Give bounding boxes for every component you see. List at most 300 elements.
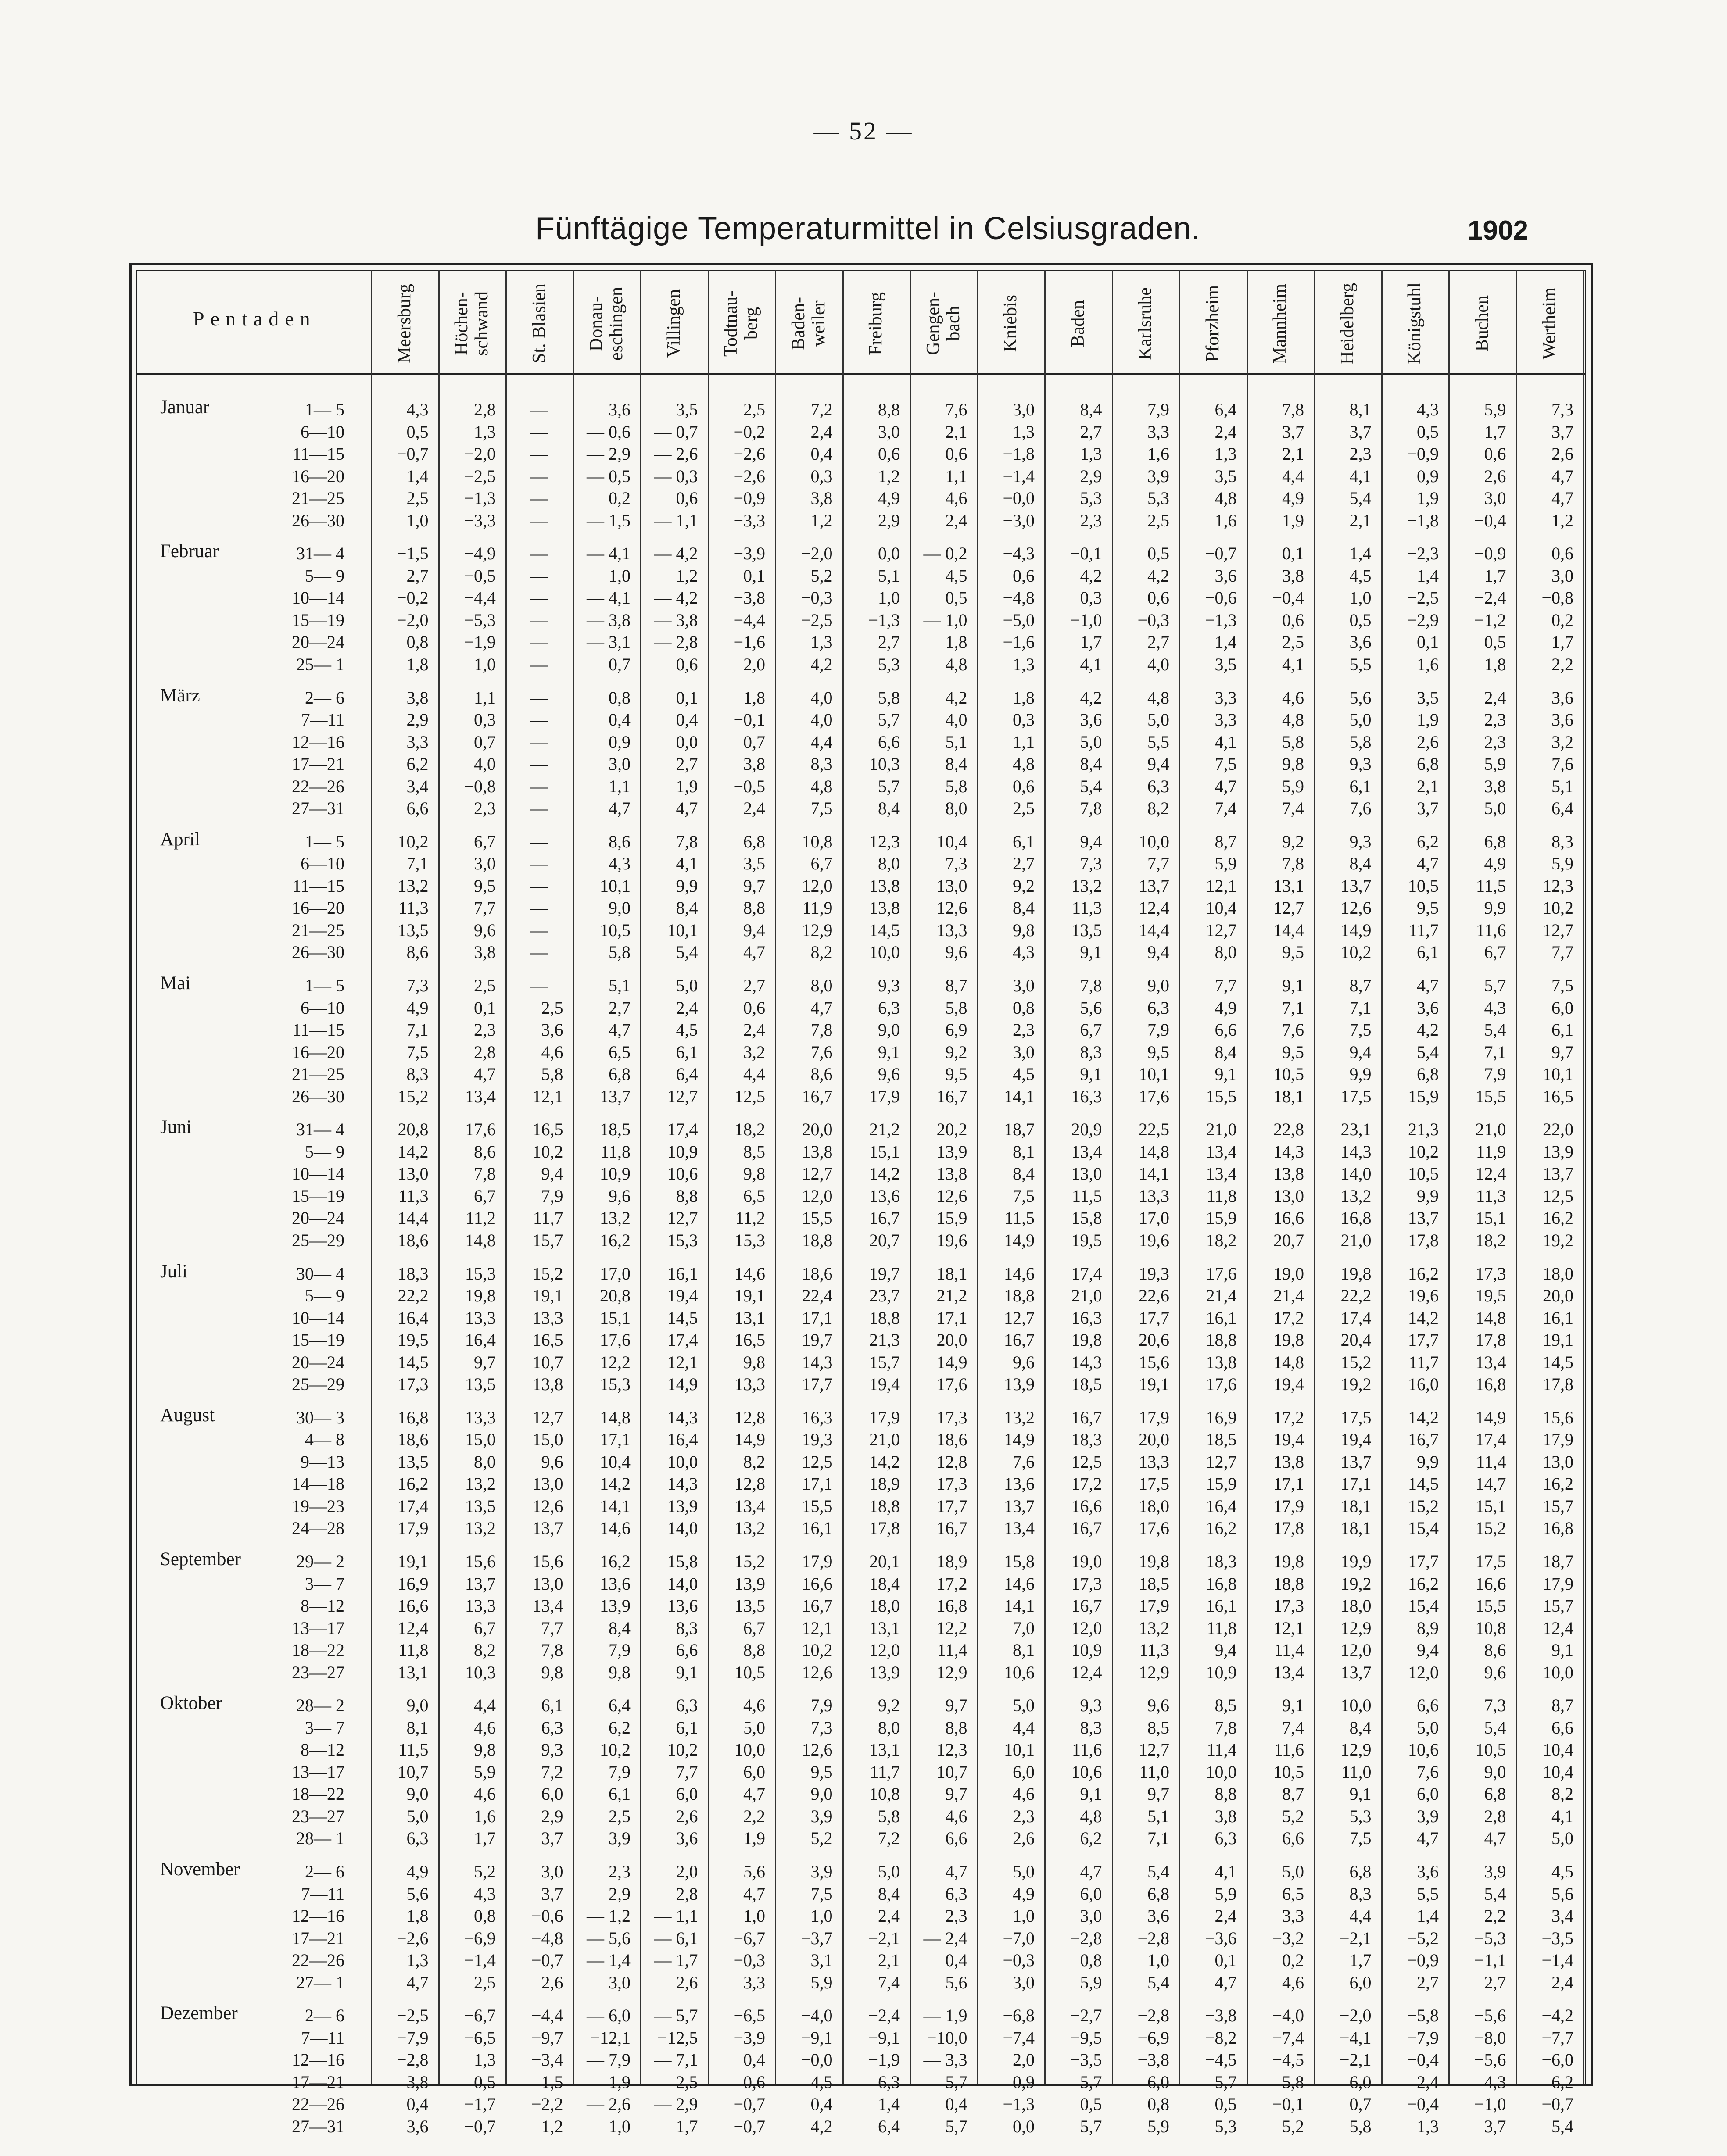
table-cell: 12,5: [1543, 1186, 1573, 1206]
table-cell: 13,3: [1139, 1452, 1169, 1472]
table-cell: 16,1: [667, 1263, 698, 1284]
pentade-label: 20—24: [292, 1208, 344, 1228]
table-cell: 14,6: [735, 1263, 765, 1284]
table-cell: 12,7: [1206, 920, 1237, 940]
table-cell: —: [530, 400, 548, 419]
table-cell: 14,9: [1004, 1230, 1035, 1250]
table-cell: 11,2: [735, 1208, 765, 1228]
table-cell: 1,7: [1080, 632, 1102, 652]
table-cell: −2,7: [1070, 2006, 1102, 2026]
table-cell: 3,1: [810, 1950, 833, 1970]
table-cell: 0,7: [1349, 2094, 1372, 2114]
table-cell: 13,7: [1340, 1662, 1372, 1682]
table-cell: 13,4: [1004, 1518, 1035, 1538]
table-cell: 17,2: [1071, 1474, 1102, 1494]
pentade-label: 21—25: [292, 488, 344, 508]
table-cell: 19,5: [1071, 1230, 1102, 1250]
pentade-label: 10—14: [292, 1164, 344, 1184]
table-cell: — 7,9: [587, 2050, 631, 2070]
table-cell: 19,9: [1340, 1552, 1372, 1571]
table-cell: −1,0: [1070, 610, 1102, 630]
table-cell: 9,5: [474, 876, 496, 896]
pentade-label: 5— 9: [305, 1286, 344, 1305]
pentade-label: 7—11: [301, 710, 344, 729]
table-cell: 17,6: [1206, 1374, 1237, 1394]
table-cell: 18,9: [936, 1552, 967, 1571]
table-cell: 10,9: [1206, 1662, 1237, 1682]
table-cell: 13,2: [600, 1208, 631, 1228]
pentade-label: 10—14: [292, 588, 344, 608]
table-cell: 3,6: [1417, 1862, 1439, 1881]
table-cell: 15,0: [465, 1430, 496, 1450]
table-cell: 13,8: [802, 1141, 833, 1162]
table-cell: 4,8: [945, 654, 967, 674]
table-cell: 3,2: [1551, 732, 1573, 752]
table-cell: 9,6: [945, 942, 967, 962]
table-cell: 5,3: [1147, 488, 1169, 508]
table-cell: 1,0: [810, 1906, 833, 1926]
table-cell: 1,2: [878, 466, 900, 486]
table-cell: −3,5: [1070, 2050, 1102, 2070]
table-cell: 12,7: [532, 1407, 563, 1427]
table-cell: 3,6: [609, 400, 631, 419]
table-cell: — 1,1: [654, 510, 698, 530]
column-header: [842, 276, 910, 371]
table-cell: 1,4: [1417, 1906, 1439, 1926]
table-cell: 2,0: [743, 654, 765, 674]
table-cell: −1,4: [1003, 466, 1035, 486]
table-cell: 10,0: [667, 1452, 698, 1472]
table-cell: 11,6: [1476, 920, 1506, 940]
table-cell: 15,0: [532, 1430, 563, 1450]
table-cell: −2,5: [1407, 588, 1439, 608]
table-cell: 18,3: [1071, 1430, 1102, 1450]
table-cell: 20,2: [936, 1119, 967, 1140]
table-cell: 9,7: [945, 1695, 967, 1716]
table-cell: 3,6: [1349, 632, 1372, 652]
table-cell: 4,9: [1215, 998, 1237, 1018]
table-cell: 11,5: [398, 1740, 429, 1760]
table-cell: 9,5: [1282, 1042, 1304, 1062]
table-cell: 22,0: [1543, 1119, 1573, 1140]
table-cell: 15,6: [1139, 1352, 1169, 1372]
table-cell: 13,4: [465, 1086, 496, 1106]
table-cell: 7,2: [541, 1762, 563, 1782]
table-cell: 7,5: [406, 1042, 429, 1062]
table-cell: −6,7: [733, 1928, 765, 1948]
table-cell: 12,5: [735, 1086, 765, 1106]
table-cell: 12,2: [600, 1352, 631, 1372]
table-cell: 2,7: [1013, 854, 1035, 874]
table-cell: 8,7: [1215, 831, 1237, 851]
table-cell: 4,7: [676, 798, 698, 818]
table-cell: 9,7: [1147, 1784, 1169, 1804]
table-cell: 0,4: [676, 710, 698, 729]
table-cell: 18,5: [1206, 1430, 1237, 1450]
table-cell: 20,8: [600, 1286, 631, 1305]
table-cell: 9,8: [541, 1662, 563, 1682]
table-cell: 16,7: [802, 1596, 833, 1616]
table-cell: 18,6: [802, 1263, 833, 1284]
table-cell: —: [530, 422, 548, 442]
month-label: Juni: [160, 1117, 192, 1138]
table-cell: 15,7: [532, 1230, 563, 1250]
table-cell: — 0,3: [654, 466, 698, 486]
table-cell: 7,9: [1147, 400, 1169, 419]
table-cell: 0,3: [1080, 588, 1102, 608]
table-cell: 3,0: [609, 1972, 631, 1992]
table-cell: 20,7: [1273, 1230, 1304, 1250]
table-cell: −2,3: [1407, 543, 1439, 564]
table-cell: 17,0: [1139, 1208, 1169, 1228]
table-cell: 1,7: [1551, 632, 1573, 652]
table-cell: 5,6: [1349, 687, 1372, 708]
table-cell: 9,5: [1282, 942, 1304, 962]
table-cell: —: [530, 898, 548, 918]
table-cell: 2,2: [743, 1806, 765, 1826]
table-cell: 1,0: [609, 565, 631, 586]
pentade-label: 11—15: [292, 1020, 344, 1040]
table-cell: −9,1: [800, 2027, 833, 2048]
table-cell: 6,8: [1349, 1862, 1372, 1881]
column-header-label: Pforzheim: [1202, 285, 1223, 362]
table-cell: 12,9: [1340, 1740, 1372, 1760]
table-cell: 18,2: [1206, 1230, 1237, 1250]
table-cell: 14,1: [1004, 1596, 1035, 1616]
table-cell: 3,0: [1080, 1906, 1102, 1926]
table-cell: 5,6: [945, 1972, 967, 1992]
table-cell: −0,4: [1474, 510, 1506, 530]
table-cell: 5,5: [1147, 732, 1169, 752]
table-cell: −0,6: [1204, 588, 1237, 608]
table-cell: 8,6: [406, 942, 429, 962]
page-number: — 52 —: [813, 117, 914, 145]
table-cell: 9,3: [541, 1740, 563, 1760]
pentade-label: 12—16: [292, 732, 344, 752]
table-cell: 1,0: [609, 2116, 631, 2136]
pentade-label: 1— 5: [305, 400, 344, 419]
column-header: [977, 276, 1045, 371]
table-cell: 4,7: [1551, 466, 1573, 486]
table-cell: 6,5: [1282, 1884, 1304, 1904]
table-cell: 16,4: [398, 1308, 429, 1328]
table-cell: 15,3: [465, 1263, 496, 1284]
column-header: [1314, 276, 1381, 371]
table-cell: 15,2: [1408, 1496, 1439, 1516]
table-cell: 1,3: [406, 1950, 429, 1970]
table-cell: −3,8: [1204, 2006, 1237, 2026]
table-cell: 1,0: [743, 1906, 765, 1926]
table-cell: 18,4: [869, 1573, 900, 1594]
column-header-label: Karlsruhe: [1135, 287, 1156, 360]
table-cell: 16,1: [1543, 1308, 1573, 1328]
table-cell: 14,1: [1139, 1164, 1169, 1184]
table-cell: 4,7: [1551, 488, 1573, 508]
table-cell: 14,5: [869, 920, 900, 940]
table-cell: 12,3: [869, 831, 900, 851]
table-cell: 0,4: [810, 444, 833, 464]
table-cell: 5,8: [878, 1806, 900, 1826]
table-cell: 19,1: [1139, 1374, 1169, 1394]
table-cell: 13,1: [735, 1308, 765, 1328]
table-cell: 16,2: [398, 1474, 429, 1494]
pentade-label: 26—30: [292, 1086, 344, 1106]
table-cell: 0,8: [609, 687, 631, 708]
table-cell: 19,0: [1273, 1263, 1304, 1284]
table-cell: 6,4: [878, 2116, 900, 2136]
table-cell: 2,5: [1013, 798, 1035, 818]
table-cell: 8,0: [810, 976, 833, 995]
table-cell: 17,1: [1273, 1474, 1304, 1494]
table-cell: 3,6: [541, 1020, 563, 1040]
table-cell: −2,0: [1339, 2006, 1372, 2026]
table-cell: 16,5: [735, 1330, 765, 1350]
table-cell: −0,0: [800, 2050, 833, 2070]
table-cell: 12,7: [1004, 1308, 1035, 1328]
table-cell: 6,0: [743, 1762, 765, 1782]
table-cell: 9,7: [1551, 1042, 1573, 1062]
table-cell: 11,3: [1071, 898, 1102, 918]
table-cell: 3,5: [743, 854, 765, 874]
table-cell: 7,6: [1282, 1020, 1304, 1040]
table-cell: 9,6: [609, 1186, 631, 1206]
table-cell: 8,0: [878, 1717, 900, 1738]
table-cell: 10,1: [1004, 1740, 1035, 1760]
table-cell: 13,5: [1071, 920, 1102, 940]
table-cell: — 2,4: [923, 1928, 967, 1948]
table-cell: 9,1: [1551, 1640, 1573, 1660]
table-cell: 4,7: [1417, 854, 1439, 874]
table-cell: −5,6: [1474, 2006, 1506, 2026]
table-cell: 21,0: [869, 1430, 900, 1450]
table-cell: 19,7: [802, 1330, 833, 1350]
pentade-label: 31— 4: [296, 1119, 344, 1140]
table-cell: 16,3: [1071, 1308, 1102, 1328]
table-cell: −7,0: [1003, 1928, 1035, 1948]
table-cell: —: [530, 798, 548, 818]
table-cell: — 0,2: [923, 543, 967, 564]
pentade-label: 15—19: [292, 610, 344, 630]
table-cell: 3,8: [474, 942, 496, 962]
table-cell: 15,7: [869, 1352, 900, 1372]
column-header: [505, 276, 573, 371]
table-cell: 5,2: [1282, 2116, 1304, 2136]
table-cell: —: [530, 654, 548, 674]
table-cell: 12,1: [802, 1618, 833, 1638]
table-cell: 13,9: [1543, 1141, 1573, 1162]
table-cell: —: [530, 444, 548, 464]
table-cell: 17,9: [869, 1086, 900, 1106]
table-cell: 1,4: [406, 466, 429, 486]
table-cell: 3,8: [1484, 776, 1506, 796]
column-header-label: Freiburg: [866, 292, 886, 355]
pentade-label: 11—15: [292, 876, 344, 896]
table-cell: 5,4: [1147, 1972, 1169, 1992]
table-cell: 19,7: [869, 1263, 900, 1284]
table-cell: 10,7: [398, 1762, 429, 1782]
table-cell: 10,7: [936, 1762, 967, 1782]
table-cell: —: [530, 776, 548, 796]
table-cell: 10,0: [869, 942, 900, 962]
table-cell: 11,5: [1004, 1208, 1035, 1228]
table-cell: 10,3: [869, 754, 900, 774]
table-cell: 5,9: [1215, 1884, 1237, 1904]
table-cell: 15,2: [532, 1263, 563, 1284]
table-cell: 11,9: [802, 898, 833, 918]
table-cell: 5,0: [1282, 1862, 1304, 1881]
month-label: November: [160, 1859, 240, 1880]
table-cell: 6,2: [406, 754, 429, 774]
table-cell: 19,4: [1340, 1430, 1372, 1450]
table-cell: 22,8: [1273, 1119, 1304, 1140]
table-cell: 9,9: [1484, 898, 1506, 918]
table-cell: −3,8: [733, 588, 765, 608]
table-cell: 9,5: [1417, 898, 1439, 918]
table-cell: 0,5: [1417, 422, 1439, 442]
table-cell: 17,7: [802, 1374, 833, 1394]
pentade-label: 13—17: [292, 1762, 344, 1782]
table-cell: 14,2: [1408, 1407, 1439, 1427]
table-cell: 0,3: [474, 710, 496, 729]
table-cell: 6,0: [1013, 1762, 1035, 1782]
table-cell: 6,5: [609, 1042, 631, 1062]
table-cell: 8,6: [810, 1064, 833, 1084]
table-cell: 10,5: [1273, 1762, 1304, 1782]
table-cell: 5,5: [1349, 654, 1372, 674]
table-cell: −0,0: [1003, 488, 1035, 508]
table-cell: 17,1: [802, 1474, 833, 1494]
column-header: [1112, 276, 1179, 371]
table-cell: 7,5: [1215, 754, 1237, 774]
table-cell: 2,9: [609, 1884, 631, 1904]
table-cell: 7,3: [1551, 400, 1573, 419]
table-cell: 19,8: [1071, 1330, 1102, 1350]
table-cell: 18,2: [1475, 1230, 1506, 1250]
table-cell: 5,6: [406, 1884, 429, 1904]
table-cell: 4,2: [1147, 565, 1169, 586]
table-cell: 2,5: [541, 998, 563, 1018]
table-cell: 4,9: [1282, 488, 1304, 508]
table-cell: 15,8: [1071, 1208, 1102, 1228]
table-cell: 4,1: [1080, 654, 1102, 674]
table-cell: — 1,5: [587, 510, 631, 530]
table-cell: — 4,2: [654, 543, 698, 564]
table-cell: 17,3: [1071, 1573, 1102, 1594]
table-cell: 13,2: [1139, 1618, 1169, 1638]
table-cell: 8,1: [406, 1717, 429, 1738]
table-cell: 17,1: [802, 1308, 833, 1328]
table-cell: 2,3: [1349, 444, 1372, 464]
table-cell: 6,0: [676, 1784, 698, 1804]
table-cell: 1,0: [474, 654, 496, 674]
table-cell: 6,0: [1147, 2072, 1169, 2092]
table-cell: 2,6: [1551, 444, 1573, 464]
table-cell: 1,1: [945, 466, 967, 486]
table-cell: 14,5: [1543, 1352, 1573, 1372]
table-cell: 10,0: [1139, 831, 1169, 851]
table-cell: 18,3: [398, 1263, 429, 1284]
table-cell: 17,6: [936, 1374, 967, 1394]
table-cell: 15,6: [1543, 1407, 1573, 1427]
table-cell: 0,3: [810, 466, 833, 486]
table-cell: −0,4: [1407, 2050, 1439, 2070]
table-cell: 8,5: [1147, 1717, 1169, 1738]
table-cell: −4,4: [464, 588, 496, 608]
table-cell: 11,3: [398, 898, 429, 918]
table-cell: 2,6: [541, 1972, 563, 1992]
table-cell: −6,9: [464, 1928, 496, 1948]
table-cell: 12,9: [936, 1662, 967, 1682]
table-cell: 8,4: [1349, 854, 1372, 874]
table-cell: −4,5: [1204, 2050, 1237, 2070]
column-header-label: Höchen- schwand: [451, 291, 492, 356]
table-cell: 8,3: [676, 1618, 698, 1638]
table-cell: 10,9: [667, 1141, 698, 1162]
table-cell: 5,9: [810, 1972, 833, 1992]
table-cell: 12,1: [667, 1352, 698, 1372]
table-cell: 6,1: [541, 1695, 563, 1716]
table-cell: 5,0: [1349, 710, 1372, 729]
table-cell: 7,1: [1147, 1828, 1169, 1849]
table-cell: 5,8: [1282, 732, 1304, 752]
table-cell: 9,6: [878, 1064, 900, 1084]
table-cell: 3,7: [1551, 422, 1573, 442]
table-cell: 0,0: [1013, 2116, 1035, 2136]
table-cell: 8,0: [878, 854, 900, 874]
table-cell: 16,8: [1206, 1573, 1237, 1594]
table-cell: −0,3: [1003, 1950, 1035, 1970]
table-cell: 9,0: [810, 1784, 833, 1804]
table-cell: 14,0: [667, 1573, 698, 1594]
table-cell: −4,8: [1003, 588, 1035, 608]
month-label: September: [160, 1549, 241, 1570]
table-cell: −10,0: [926, 2027, 967, 2048]
table-cell: −5,0: [1003, 610, 1035, 630]
table-cell: 7,5: [1349, 1828, 1372, 1849]
table-cell: 17,3: [1475, 1263, 1506, 1284]
pentade-label: 18—22: [292, 1640, 344, 1660]
table-cell: 16,2: [600, 1552, 631, 1571]
table-cell: 9,4: [1147, 942, 1169, 962]
table-cell: 3,0: [541, 1862, 563, 1881]
table-cell: 3,3: [1215, 687, 1237, 708]
table-cell: 12,2: [936, 1618, 967, 1638]
table-cell: 2,2: [1551, 654, 1573, 674]
table-cell: 13,0: [398, 1164, 429, 1184]
table-cell: −1,1: [1474, 1950, 1506, 1970]
table-cell: −0,7: [733, 2094, 765, 2114]
table-cell: 16,7: [1071, 1596, 1102, 1616]
table-cell: 8,6: [1484, 1640, 1506, 1660]
table-cell: −3,6: [1204, 1928, 1237, 1948]
table-cell: 13,8: [869, 898, 900, 918]
table-cell: 10,2: [398, 831, 429, 851]
table-cell: 22,4: [802, 1286, 833, 1305]
table-cell: 19,8: [1273, 1552, 1304, 1571]
table-cell: 17,7: [1139, 1308, 1169, 1328]
table-cell: 20,9: [1071, 1119, 1102, 1140]
table-cell: 9,9: [1417, 1452, 1439, 1472]
table-cell: −3,3: [464, 510, 496, 530]
table-cell: 2,2: [1484, 1906, 1506, 1926]
table-cell: 12,7: [1543, 920, 1573, 940]
table-cell: 1,9: [609, 2072, 631, 2092]
table-cell: 2,1: [945, 422, 967, 442]
table-cell: 13,4: [1071, 1141, 1102, 1162]
table-cell: 6,6: [1551, 1717, 1573, 1738]
table-cell: 8,4: [1349, 1717, 1372, 1738]
table-cell: 4,3: [1484, 2072, 1506, 2092]
